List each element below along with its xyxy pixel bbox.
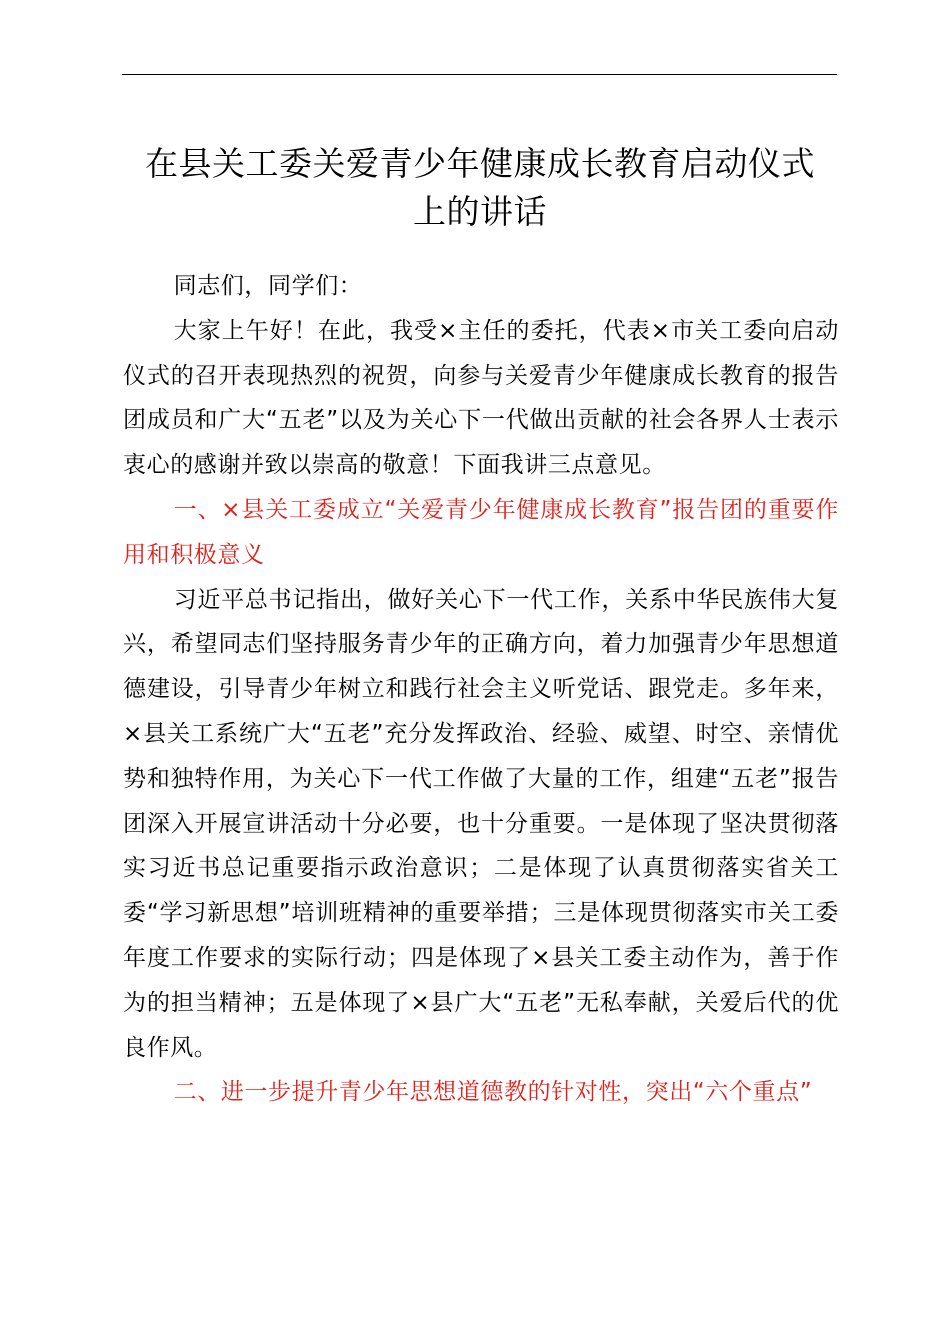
section-1-paragraph: 习近平总书记指出，做好关心下一代工作，关系中华民族伟大复兴，希望同志们坚持服务青少年的正确方向，着力加强青少年思想道德建设，引导青少年树立和践行社会主义听党话、跟党走。多年来，×县关工系统广大“五老”充分发挥政治、经验、威望、时空、亲情优势和独特作用，为关心下一代工作做了大量的工作，组建“五老”报告团深入开展宣讲活动十分必要，也十分重要。一是体现了坚决贯彻落实习近书总记重要指示政治意识；二是体现了认真贯彻落实省关工委“学习新思想”培训班精神的重要举措；三是体现贯彻落实市关工委年度工作要求的实际行动；四是体现了×县关工委主动作为，善于作为的担当精神；五是体现了×县广大“五老”无私奉献，关爱后代的优良作风。: [123, 586, 839, 1061]
salutation: 同志们，同学们：: [173, 273, 363, 299]
section-heading-2: 二、进一步提升青少年思想道德教的针对性，突出“六个重点”: [173, 1079, 813, 1106]
title-line-2: 上的讲话: [413, 192, 547, 231]
title-line-1: 在县关工委关爱青少年健康成长教育启动仪式: [145, 144, 815, 183]
document-body: [123, 264, 839, 1115]
header-rule: [122, 74, 837, 75]
section-heading-1: 一、×县关工委成立“关爱青少年健康成长教育”报告团的重要作用和积极意义: [123, 496, 839, 568]
intro-paragraph: 大家上午好！在此，我受×主任的委托，代表×市关工委向启动仪式的召开表现热烈的祝贺，向参与关爱青少年健康成长教育的报告团成员和广大“五老”以及为关心下一代做出贡献的社会各界人士表示衷心的感谢并致以崇高的敬意！下面我讲三点意见。: [123, 317, 839, 479]
document-title: [110, 140, 850, 236]
